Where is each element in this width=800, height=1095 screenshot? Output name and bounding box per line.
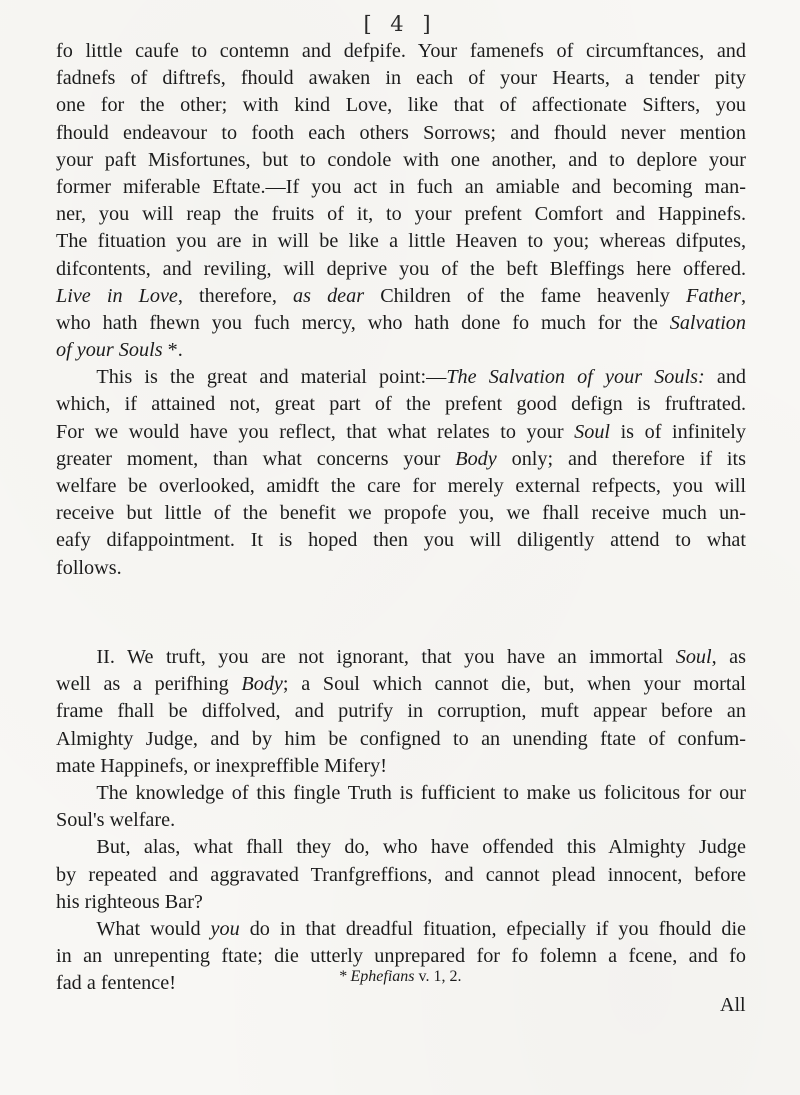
footnote-star: * — [338, 968, 351, 985]
text-line: frame fhall be diffolved, and putrify in corruption, muft appear before an — [56, 700, 746, 723]
italic-of-your-souls: of your Souls — [56, 339, 163, 362]
italic-live-in-love: Live in Love — [56, 284, 178, 307]
text-line — [56, 671, 746, 698]
text-line — [56, 644, 746, 671]
footnote-marker: *. — [162, 339, 183, 362]
text-line — [56, 364, 746, 391]
text-line — [56, 310, 746, 337]
catchword: All — [720, 994, 746, 1016]
text-line: welfare be overlooked, amidft the care for merely external refpects, you will — [56, 475, 746, 497]
text-fragment: and — [704, 366, 747, 389]
text-fragment: This is the great and material point:— — [96, 366, 447, 389]
text-line — [56, 446, 746, 473]
italic-soul: Soul — [574, 420, 611, 443]
text-line: eafy difappointment. It is hoped then you will diligently attend to what — [56, 529, 746, 552]
text-fragment: Children of the fame heavenly — [364, 284, 686, 307]
text-fragment: greater moment, than what concerns your — [56, 447, 456, 470]
page-number: [ 4 ] — [363, 12, 437, 36]
text-line: mate Happinefs, or inexpreffible Mifery! — [56, 754, 387, 777]
text-line — [56, 337, 746, 364]
text-line: by repeated and aggravated Tranfgreffions, and cannot plead innocent, before — [56, 863, 746, 886]
italic-salvation: Salvation — [669, 311, 746, 334]
text-line: Soul's welfare. — [56, 809, 176, 832]
italic-soul: Soul — [675, 646, 712, 668]
text-line: fad a fentence! — [56, 972, 176, 995]
text-line: ner, you will reap the fruits of it, to your prefent Comfort and Happinefs. — [56, 203, 746, 226]
text-fragment: well as a perifhing — [56, 673, 242, 696]
text-fragment: What would — [96, 917, 211, 940]
text-line: which, if attained not, great part of the prefent good defign is fruftrated. — [56, 393, 746, 416]
italic-body: Body — [241, 673, 283, 696]
text-line: former miferable Eftate.—If you act in fuch an amiable and becoming man- — [56, 175, 746, 198]
text-line — [56, 419, 746, 446]
text-line: one for the other; with kind Love, like that of affectionate Sifters, you — [56, 94, 746, 117]
text-fragment: , therefore, — [177, 284, 294, 307]
text-fragment: ; a Soul which cannot die, but, when your mortal — [282, 673, 747, 696]
paragraph-2 — [56, 644, 746, 997]
text-line: Almighty Judge, and by him be configned to an unending ftate of confum- — [56, 727, 746, 750]
italic-salvation-souls: The Salvation of your Souls: — [446, 366, 705, 389]
footnote — [0, 968, 800, 986]
text-line: his righteous Bar? — [56, 890, 203, 913]
paragraph-1 — [56, 38, 746, 582]
text-fragment: is of infinitely — [610, 420, 746, 443]
italic-body: Body — [455, 447, 497, 470]
text-line: fhould endeavour to footh each others Sorrows; and fhould never mention — [56, 121, 746, 144]
text-line: your paft Misfortunes, but to condole with one another, and to deplore your — [56, 148, 746, 171]
text-line: difcontents, and reviling, will deprive you of the beft Bleffings here offered. — [56, 257, 746, 280]
text-fragment: , — [740, 284, 746, 307]
text-fragment: But, alas, what fhall they do, who have offended this Almighty Judge — [96, 836, 746, 859]
text-fragment: only; and therefore if its — [496, 447, 746, 470]
text-fragment: For we would have you reflect, that what relates to your — [56, 420, 575, 443]
text-line — [56, 916, 746, 943]
text-fragment: , as — [711, 646, 746, 668]
text-fragment: who hath fhewn you fuch mercy, who hath done fo much for the — [56, 311, 670, 334]
footnote-reference: Ephefians — [350, 968, 415, 985]
footnote-citation: v. 1, 2. — [414, 968, 462, 985]
text-line: The fituation you are in will be like a little Heaven to you; whereas difputes, — [56, 230, 746, 253]
text-line — [56, 780, 746, 807]
italic-father: Father — [686, 284, 741, 307]
text-line: receive but little of the benefit we propofe you, we fhall receive much un- — [56, 502, 746, 525]
text-line: follows. — [56, 556, 122, 579]
text-line: fo little caufe to contemn and defpife. Your famenefs of circumftances, and — [56, 40, 746, 62]
text-fragment: II. We truft, you are not ignorant, that you have an immortal — [96, 646, 676, 668]
text-line: in an unrepenting ftate; die utterly unprepared for fo folemn a fcene, and fo — [56, 945, 746, 968]
text-line — [56, 283, 746, 310]
text-line: fadnefs of diftrefs, fhould awaken in each of your Hearts, a tender pity — [56, 67, 746, 90]
italic-you: you — [210, 917, 240, 940]
text-fragment: The knowledge of this fingle Truth is fufficient to make us folicitous for our — [96, 781, 746, 804]
text-fragment: do in that dreadful fituation, efpecially if you fhould die — [239, 917, 747, 940]
text-line — [56, 834, 746, 861]
italic-as-dear: as dear — [293, 284, 365, 307]
